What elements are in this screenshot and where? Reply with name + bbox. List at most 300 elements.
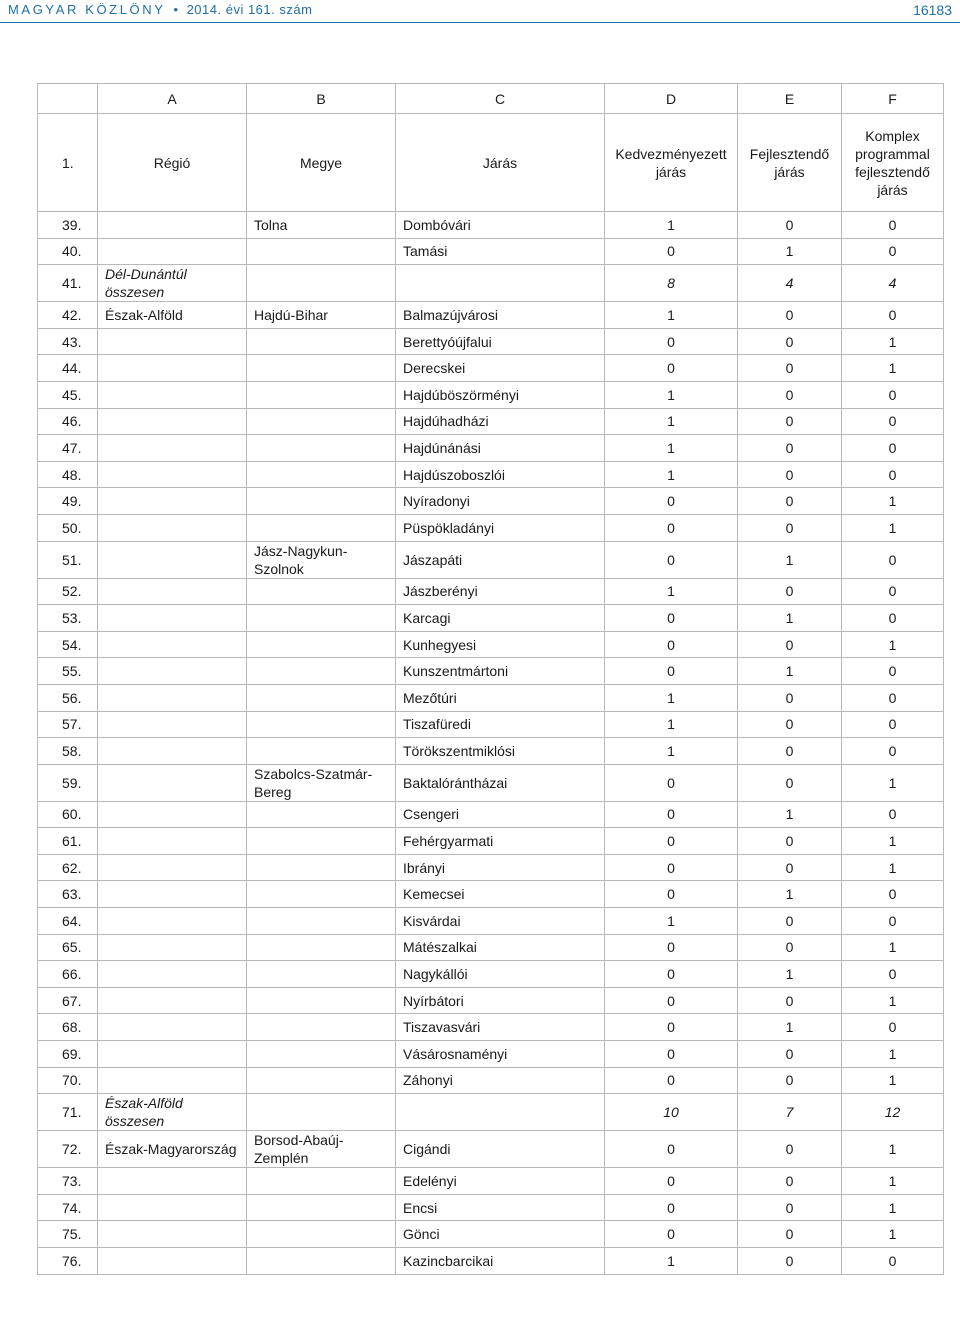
region-cell [98, 828, 247, 855]
developing-cell: 1 [738, 541, 842, 578]
table-row [38, 934, 944, 961]
table-row [38, 1067, 944, 1094]
developing-cell: 4 [738, 265, 842, 302]
table-row [38, 605, 944, 632]
favoured-cell: 0 [605, 1041, 738, 1068]
district-cell: Törökszentmiklósi [396, 738, 605, 765]
table-row [38, 684, 944, 711]
region-cell [98, 381, 247, 408]
favoured-cell: 1 [605, 461, 738, 488]
county-cell [247, 408, 396, 435]
table-row [38, 828, 944, 855]
complex-cell: 0 [842, 212, 944, 239]
favoured-cell: 0 [605, 1014, 738, 1041]
developing-cell: 0 [738, 1041, 842, 1068]
region-cell [98, 961, 247, 988]
table-row [38, 238, 944, 265]
table-row [38, 355, 944, 382]
favoured-cell: 0 [605, 1131, 738, 1168]
region-cell [98, 514, 247, 541]
complex-cell: 0 [842, 238, 944, 265]
row-number: 66. [38, 961, 98, 988]
complex-cell: 1 [842, 1067, 944, 1094]
header-row-number: 1. [38, 114, 98, 212]
region-cell: Észak-Alföld [98, 302, 247, 329]
district-cell: Nagykállói [396, 961, 605, 988]
district-cell: Hajdúszoboszlói [396, 461, 605, 488]
region-cell [98, 1067, 247, 1094]
table-row [38, 541, 944, 578]
table-row [38, 461, 944, 488]
county-cell: Szabolcs-Szatmár-Bereg [247, 764, 396, 801]
developing-cell: 0 [738, 828, 842, 855]
district-cell: Gönci [396, 1221, 605, 1248]
complex-cell: 0 [842, 1248, 944, 1275]
district-cell: Nyírbátori [396, 987, 605, 1014]
header-district: Járás [396, 114, 605, 212]
complex-cell: 1 [842, 828, 944, 855]
header-developing: Fejlesztendő járás [738, 114, 842, 212]
developing-cell: 0 [738, 1194, 842, 1221]
region-cell [98, 605, 247, 632]
favoured-cell: 0 [605, 328, 738, 355]
district-cell: Mezőtúri [396, 684, 605, 711]
row-number: 40. [38, 238, 98, 265]
table-row [38, 711, 944, 738]
favoured-cell: 0 [605, 605, 738, 632]
favoured-cell: 8 [605, 265, 738, 302]
table-row [38, 801, 944, 828]
column-letter-f: F [842, 84, 944, 114]
developing-cell: 0 [738, 854, 842, 881]
table-row [38, 1094, 944, 1131]
developing-cell: 0 [738, 355, 842, 382]
favoured-cell: 0 [605, 801, 738, 828]
favoured-cell: 0 [605, 881, 738, 908]
favoured-cell: 0 [605, 541, 738, 578]
favoured-cell: 1 [605, 408, 738, 435]
favoured-cell: 0 [605, 961, 738, 988]
column-letter-a: A [98, 84, 247, 114]
row-number: 54. [38, 631, 98, 658]
developing-cell: 0 [738, 435, 842, 462]
row-number: 50. [38, 514, 98, 541]
column-letter-b: B [247, 84, 396, 114]
table-row [38, 265, 944, 302]
issue-label: 2014. évi 161. szám [186, 2, 313, 17]
favoured-cell: 1 [605, 738, 738, 765]
table-row [38, 408, 944, 435]
complex-cell: 0 [842, 711, 944, 738]
favoured-cell: 0 [605, 1168, 738, 1195]
county-cell [247, 1067, 396, 1094]
region-cell [98, 738, 247, 765]
favoured-cell: 0 [605, 631, 738, 658]
row-number: 55. [38, 658, 98, 685]
county-cell [247, 514, 396, 541]
table-row [38, 1248, 944, 1275]
header-county: Megye [247, 114, 396, 212]
complex-cell: 0 [842, 435, 944, 462]
developing-cell: 0 [738, 738, 842, 765]
row-number: 57. [38, 711, 98, 738]
complex-cell: 0 [842, 658, 944, 685]
row-number: 43. [38, 328, 98, 355]
row-number: 71. [38, 1094, 98, 1131]
region-cell: Észak-Magyarország [98, 1131, 247, 1168]
header-region: Régió [98, 114, 247, 212]
district-cell: Kemecsei [396, 881, 605, 908]
district-cell: Vásárosnaményi [396, 1041, 605, 1068]
region-cell [98, 684, 247, 711]
complex-cell: 0 [842, 461, 944, 488]
row-number: 64. [38, 908, 98, 935]
developing-cell: 0 [738, 631, 842, 658]
developing-cell: 0 [738, 578, 842, 605]
table-row [38, 328, 944, 355]
region-cell [98, 1194, 247, 1221]
county-cell [247, 684, 396, 711]
table-row [38, 961, 944, 988]
district-cell: Dombóvári [396, 212, 605, 239]
favoured-cell: 0 [605, 1067, 738, 1094]
region-cell [98, 408, 247, 435]
complex-cell: 1 [842, 1041, 944, 1068]
row-number: 44. [38, 355, 98, 382]
favoured-cell: 0 [605, 514, 738, 541]
developing-cell: 0 [738, 1248, 842, 1275]
region-cell [98, 1168, 247, 1195]
region-cell [98, 854, 247, 881]
county-cell [247, 987, 396, 1014]
favoured-cell: 0 [605, 828, 738, 855]
journal-header [8, 0, 312, 20]
complex-cell: 12 [842, 1094, 944, 1131]
county-cell [247, 631, 396, 658]
region-cell [98, 764, 247, 801]
table-row [38, 908, 944, 935]
complex-cell: 0 [842, 961, 944, 988]
header-favoured: Kedvezményezett járás [605, 114, 738, 212]
row-number: 51. [38, 541, 98, 578]
county-cell [247, 435, 396, 462]
header-divider [0, 22, 960, 23]
favoured-cell: 0 [605, 1221, 738, 1248]
district-cell: Kunhegyesi [396, 631, 605, 658]
region-cell [98, 658, 247, 685]
row-number: 65. [38, 934, 98, 961]
region-cell [98, 578, 247, 605]
district-cell: Baktalórántházai [396, 764, 605, 801]
column-letter-c: C [396, 84, 605, 114]
column-letter-e: E [738, 84, 842, 114]
developing-cell: 0 [738, 488, 842, 515]
region-cell [98, 881, 247, 908]
region-cell [98, 238, 247, 265]
developing-cell: 0 [738, 381, 842, 408]
complex-cell: 0 [842, 908, 944, 935]
row-number: 72. [38, 1131, 98, 1168]
complex-cell: 1 [842, 328, 944, 355]
table-row [38, 764, 944, 801]
developing-cell: 0 [738, 1131, 842, 1168]
complex-cell: 1 [842, 934, 944, 961]
district-cell: Mátészalkai [396, 934, 605, 961]
table-row [38, 658, 944, 685]
row-number: 68. [38, 1014, 98, 1041]
favoured-cell: 10 [605, 1094, 738, 1131]
favoured-cell: 0 [605, 238, 738, 265]
county-cell: Jász-Nagykun-Szolnok [247, 541, 396, 578]
favoured-cell: 0 [605, 854, 738, 881]
county-cell [247, 238, 396, 265]
region-cell [98, 987, 247, 1014]
district-cell: Karcagi [396, 605, 605, 632]
district-cell: Hajdúnánási [396, 435, 605, 462]
developing-cell: 1 [738, 605, 842, 632]
complex-cell: 1 [842, 1221, 944, 1248]
complex-cell: 1 [842, 1131, 944, 1168]
developing-cell: 1 [738, 801, 842, 828]
complex-cell: 1 [842, 1194, 944, 1221]
county-cell [247, 1168, 396, 1195]
county-cell [247, 1248, 396, 1275]
table-row [38, 1041, 944, 1068]
journal-title: MAGYAR KÖZLÖNY [8, 2, 166, 17]
letter-blank [38, 84, 98, 114]
table-row [38, 1221, 944, 1248]
developing-cell: 0 [738, 684, 842, 711]
district-cell: Tiszafüredi [396, 711, 605, 738]
favoured-cell: 0 [605, 658, 738, 685]
favoured-cell: 0 [605, 488, 738, 515]
district-cell: Püspökladányi [396, 514, 605, 541]
table-row [38, 1131, 944, 1168]
county-cell [247, 355, 396, 382]
row-number: 61. [38, 828, 98, 855]
complex-cell: 0 [842, 684, 944, 711]
region-cell [98, 355, 247, 382]
favoured-cell: 1 [605, 435, 738, 462]
district-cell: Edelényi [396, 1168, 605, 1195]
county-cell [247, 381, 396, 408]
region-cell [98, 541, 247, 578]
region-cell [98, 488, 247, 515]
county-cell [247, 605, 396, 632]
developing-cell: 0 [738, 514, 842, 541]
county-cell [247, 461, 396, 488]
county-cell [247, 265, 396, 302]
county-cell: Hajdú-Bihar [247, 302, 396, 329]
complex-cell: 0 [842, 408, 944, 435]
table-row [38, 881, 944, 908]
region-cell [98, 631, 247, 658]
row-number: 42. [38, 302, 98, 329]
table-row [38, 987, 944, 1014]
county-cell [247, 1221, 396, 1248]
complex-cell: 1 [842, 514, 944, 541]
column-letter-d: D [605, 84, 738, 114]
developing-cell: 0 [738, 711, 842, 738]
complex-cell: 0 [842, 605, 944, 632]
row-number: 58. [38, 738, 98, 765]
complex-cell: 4 [842, 265, 944, 302]
row-number: 62. [38, 854, 98, 881]
header-bullet: • [173, 2, 179, 17]
county-cell [247, 658, 396, 685]
developing-cell: 0 [738, 1221, 842, 1248]
favoured-cell: 1 [605, 1248, 738, 1275]
table-row [38, 514, 944, 541]
complex-cell: 0 [842, 738, 944, 765]
region-cell [98, 1041, 247, 1068]
page-header [0, 0, 960, 24]
region-cell [98, 1221, 247, 1248]
region-cell: Észak-Alföld összesen [98, 1094, 247, 1131]
favoured-cell: 1 [605, 212, 738, 239]
district-table [37, 83, 944, 1275]
county-cell [247, 934, 396, 961]
developing-cell: 1 [738, 961, 842, 988]
county-cell [247, 881, 396, 908]
complex-cell: 0 [842, 1014, 944, 1041]
district-cell: Hajdúhadházi [396, 408, 605, 435]
county-cell [247, 828, 396, 855]
favoured-cell: 1 [605, 908, 738, 935]
table-row [38, 1168, 944, 1195]
region-cell [98, 212, 247, 239]
row-number: 63. [38, 881, 98, 908]
favoured-cell: 0 [605, 764, 738, 801]
district-cell [396, 1094, 605, 1131]
complex-cell: 0 [842, 881, 944, 908]
complex-cell: 1 [842, 1168, 944, 1195]
district-cell: Hajdúböszörményi [396, 381, 605, 408]
developing-cell: 0 [738, 461, 842, 488]
region-cell [98, 711, 247, 738]
region-cell: Dél-Dunántúl összesen [98, 265, 247, 302]
complex-cell: 1 [842, 488, 944, 515]
developing-cell: 0 [738, 934, 842, 961]
row-number: 74. [38, 1194, 98, 1221]
favoured-cell: 1 [605, 381, 738, 408]
row-number: 45. [38, 381, 98, 408]
district-cell: Derecskei [396, 355, 605, 382]
district-cell: Tamási [396, 238, 605, 265]
district-cell: Záhonyi [396, 1067, 605, 1094]
favoured-cell: 1 [605, 711, 738, 738]
header-complex: Komplex programmal fejlesztendő járás [842, 114, 944, 212]
region-cell [98, 435, 247, 462]
district-cell: Cigándi [396, 1131, 605, 1168]
row-number: 49. [38, 488, 98, 515]
developing-cell: 0 [738, 764, 842, 801]
page-number: 16183 [913, 2, 952, 18]
table-row [38, 212, 944, 239]
table-row [38, 854, 944, 881]
district-cell: Tiszavasvári [396, 1014, 605, 1041]
county-cell [247, 488, 396, 515]
row-number: 60. [38, 801, 98, 828]
complex-cell: 0 [842, 381, 944, 408]
complex-cell: 1 [842, 764, 944, 801]
developing-cell: 0 [738, 302, 842, 329]
favoured-cell: 0 [605, 1194, 738, 1221]
county-cell [247, 801, 396, 828]
county-cell [247, 1041, 396, 1068]
county-cell: Tolna [247, 212, 396, 239]
table-row [38, 631, 944, 658]
county-cell [247, 328, 396, 355]
developing-cell: 1 [738, 1014, 842, 1041]
district-cell: Nyíradonyi [396, 488, 605, 515]
region-cell [98, 461, 247, 488]
district-cell: Ibrányi [396, 854, 605, 881]
favoured-cell: 0 [605, 355, 738, 382]
region-cell [98, 801, 247, 828]
district-cell: Balmazújvárosi [396, 302, 605, 329]
table-row [38, 578, 944, 605]
developing-cell: 1 [738, 238, 842, 265]
row-number: 69. [38, 1041, 98, 1068]
table-row [38, 488, 944, 515]
region-cell [98, 328, 247, 355]
developing-cell: 0 [738, 408, 842, 435]
county-cell [247, 1194, 396, 1221]
complex-cell: 0 [842, 541, 944, 578]
district-cell: Fehérgyarmati [396, 828, 605, 855]
region-cell [98, 1248, 247, 1275]
county-cell [247, 908, 396, 935]
table-row [38, 435, 944, 462]
complex-cell: 1 [842, 355, 944, 382]
developing-cell: 0 [738, 328, 842, 355]
row-number: 41. [38, 265, 98, 302]
row-number: 46. [38, 408, 98, 435]
table-row [38, 302, 944, 329]
developing-cell: 1 [738, 881, 842, 908]
table-row [38, 738, 944, 765]
row-number: 67. [38, 987, 98, 1014]
region-cell [98, 934, 247, 961]
developing-cell: 0 [738, 1168, 842, 1195]
row-number: 70. [38, 1067, 98, 1094]
row-number: 52. [38, 578, 98, 605]
district-cell: Kunszentmártoni [396, 658, 605, 685]
county-cell [247, 961, 396, 988]
county-cell [247, 1014, 396, 1041]
region-cell [98, 908, 247, 935]
district-cell: Csengeri [396, 801, 605, 828]
row-number: 48. [38, 461, 98, 488]
row-number: 73. [38, 1168, 98, 1195]
complex-cell: 0 [842, 302, 944, 329]
favoured-cell: 1 [605, 302, 738, 329]
county-cell [247, 578, 396, 605]
row-number: 53. [38, 605, 98, 632]
table-row [38, 1194, 944, 1221]
favoured-cell: 1 [605, 578, 738, 605]
row-number: 59. [38, 764, 98, 801]
complex-cell: 1 [842, 854, 944, 881]
district-cell: Kazincbarcikai [396, 1248, 605, 1275]
developing-cell: 1 [738, 658, 842, 685]
row-number: 56. [38, 684, 98, 711]
table-row [38, 1014, 944, 1041]
complex-cell: 1 [842, 631, 944, 658]
developing-cell: 0 [738, 1067, 842, 1094]
developing-cell: 0 [738, 908, 842, 935]
